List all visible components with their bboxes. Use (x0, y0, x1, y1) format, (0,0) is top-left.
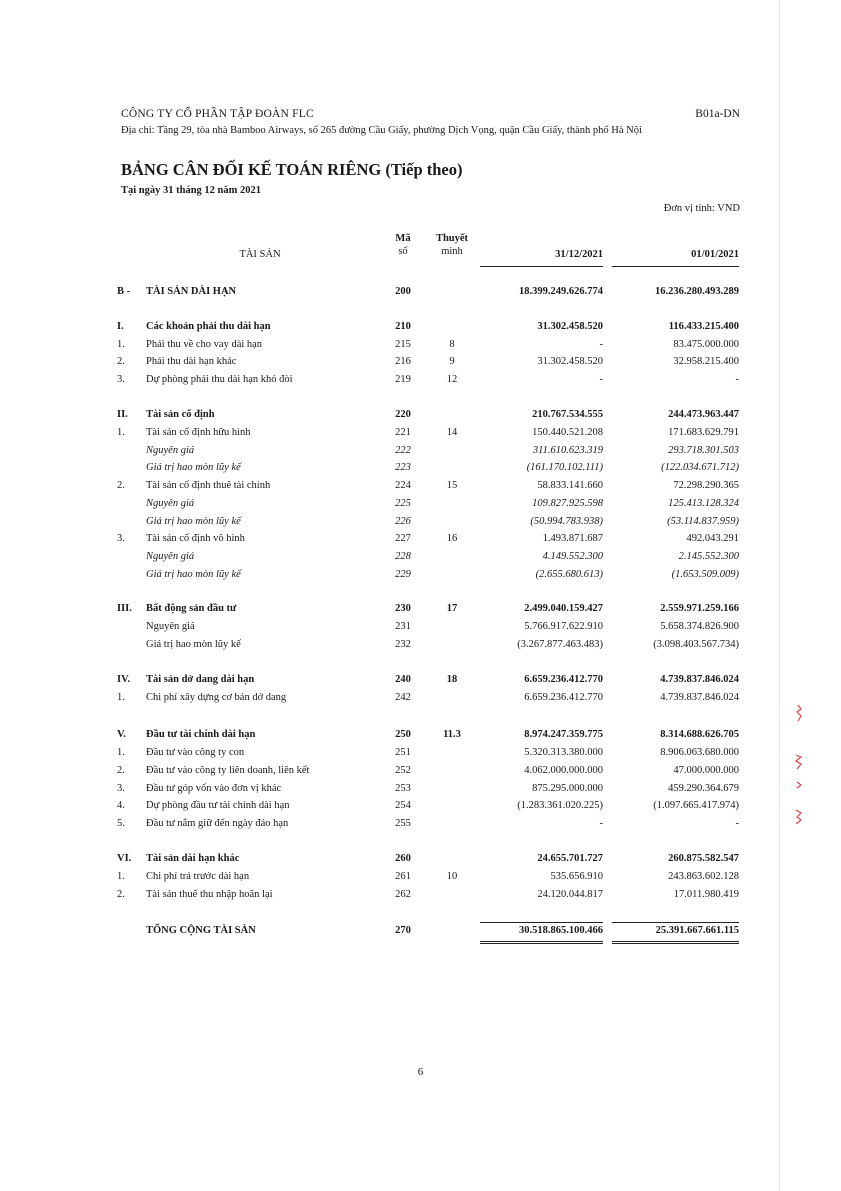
form-code: B01a-DN (695, 108, 740, 120)
row-code: 251 (395, 747, 411, 758)
header-code-line1: Mã (395, 233, 411, 244)
table-row (0, 603, 841, 619)
row-value-2021-12-31: 4.062.000.000.000 (524, 765, 603, 776)
row-value-2021-01-01: 8.906.063.680.000 (660, 747, 739, 758)
row-code: 220 (395, 409, 411, 420)
row-number: 2. (117, 480, 125, 491)
row-value-2021-12-31: 6.659.236.412.770 (524, 692, 603, 703)
row-number: 1. (117, 692, 125, 703)
row-label: Chi phí xây dựng cơ bản dở dang (146, 692, 287, 703)
row-label: Chi phí trả trước dài hạn (146, 871, 250, 882)
row-label: Đầu tư vào công ty con (146, 747, 245, 758)
row-value-2021-12-31: - (599, 818, 603, 829)
header-asset: TÀI SẢN (239, 249, 281, 260)
company-name: CÔNG TY CỔ PHẦN TẬP ĐOÀN FLC (121, 108, 314, 120)
row-value-2021-12-31: 875.295.000.000 (532, 783, 603, 794)
total-underline-2b (612, 943, 739, 944)
row-value-2021-12-31: (3.267.877.463.483) (517, 639, 603, 650)
row-value-2021-12-31: 18.399.249.626.774 (519, 286, 603, 297)
row-code: 261 (395, 871, 411, 882)
row-label: TỔNG CỘNG TÀI SẢN (146, 925, 256, 936)
table-row (0, 498, 841, 514)
table-row (0, 462, 841, 478)
row-label: Nguyên giá (146, 445, 195, 456)
row-code: 229 (395, 569, 411, 580)
table-row (0, 889, 841, 905)
row-value-2021-12-31: 535.656.910 (550, 871, 603, 882)
row-value-2021-01-01: - (735, 818, 739, 829)
row-code: 215 (395, 339, 411, 350)
row-code: 250 (395, 729, 411, 740)
table-row (0, 747, 841, 763)
currency-unit: Đơn vị tính: VND (663, 203, 740, 214)
row-number: II. (117, 409, 128, 420)
row-value-2021-01-01: 8.314.688.626.705 (660, 729, 739, 740)
row-code: 252 (395, 765, 411, 776)
table-row (0, 339, 841, 355)
table-row (0, 409, 841, 425)
row-number: 1. (117, 871, 125, 882)
row-label: Tài sản dài hạn khác (146, 853, 240, 864)
row-note: 15 (446, 480, 458, 491)
page-number: 6 (417, 1066, 424, 1078)
table-row (0, 639, 841, 655)
header-date-1: 31/12/2021 (555, 249, 603, 260)
row-value-2021-01-01: 4.739.837.846.024 (660, 674, 739, 685)
row-code: 225 (395, 498, 411, 509)
row-label: Dự phòng phải thu dài hạn khó đòi (146, 374, 293, 385)
row-value-2021-12-31: 8.974.247.359.775 (524, 729, 603, 740)
row-number: IV. (117, 674, 130, 685)
row-value-2021-01-01: (53.114.837.959) (667, 516, 739, 527)
table-row (0, 480, 841, 496)
row-number: 2. (117, 356, 125, 367)
row-note: 11.3 (443, 729, 461, 740)
row-code: 231 (395, 621, 411, 632)
row-label: Tài sản cố định hữu hình (146, 427, 251, 438)
header-date-2: 01/01/2021 (691, 249, 739, 260)
table-row (0, 445, 841, 461)
row-value-2021-01-01: 5.658.374.826.900 (660, 621, 739, 632)
row-number: 1. (117, 427, 125, 438)
row-code: 242 (395, 692, 411, 703)
total-underline-2a (612, 941, 739, 942)
row-number: 3. (117, 374, 125, 385)
row-label: TÀI SẢN DÀI HẠN (146, 286, 237, 297)
row-value-2021-01-01: 47.000.000.000 (673, 765, 739, 776)
row-code: 232 (395, 639, 411, 650)
row-code: 226 (395, 516, 411, 527)
row-value-2021-12-31: (50.994.783.938) (530, 516, 603, 527)
table-row (0, 729, 841, 745)
row-label: Đầu tư vào công ty liên doanh, liên kết (146, 765, 310, 776)
row-value-2021-01-01: 2.559.971.259.166 (660, 603, 739, 614)
row-value-2021-01-01: 83.475.000.000 (673, 339, 739, 350)
total-overline-2 (612, 922, 739, 923)
row-note: 14 (446, 427, 458, 438)
row-label: Nguyên giá (146, 551, 195, 562)
table-row (0, 427, 841, 443)
row-label: Giá trị hao mòn lũy kế (146, 516, 241, 527)
row-value-2021-01-01: 72.298.290.365 (673, 480, 739, 491)
row-value-2021-12-31: 31.302.458.520 (537, 321, 603, 332)
row-label: Đầu tư góp vốn vào đơn vị khác (146, 783, 282, 794)
row-value-2021-01-01: 32.958.215.400 (673, 356, 739, 367)
row-value-2021-01-01: 492.043.291 (686, 533, 739, 544)
row-code: 262 (395, 889, 411, 900)
table-row (0, 800, 841, 816)
row-value-2021-12-31: 30.518.865.100.466 (519, 925, 603, 936)
row-number: VI. (117, 853, 132, 864)
total-underline-1b (480, 943, 603, 944)
header-underline-1 (480, 266, 603, 267)
row-code: 222 (395, 445, 411, 456)
header-code-line2: số (398, 246, 408, 258)
company-address: Địa chỉ: Tầng 29, tòa nhà Bamboo Airways, số 265 đường Cầu Giấy, phường Dịch Vọng, quận Cầu Giấy, thành phố Hà Nội (121, 125, 642, 136)
row-code: 228 (395, 551, 411, 562)
table-row (0, 569, 841, 585)
row-number: 1. (117, 339, 125, 350)
row-label: Các khoản phải thu dài hạn (146, 321, 271, 332)
row-value-2021-01-01: - (735, 374, 739, 385)
row-number: 2. (117, 765, 125, 776)
document-subtitle: Tại ngày 31 tháng 12 năm 2021 (121, 185, 262, 196)
header-underline-2 (612, 266, 739, 267)
row-note: 10 (446, 871, 458, 882)
row-value-2021-01-01: 293.718.301.503 (668, 445, 739, 456)
row-value-2021-12-31: (161.170.102.111) (526, 462, 603, 473)
row-label: Dự phòng đầu tư tài chính dài hạn (146, 800, 290, 811)
table-row (0, 783, 841, 799)
row-number: I. (117, 321, 124, 332)
row-note: 16 (446, 533, 458, 544)
row-code: 216 (395, 356, 411, 367)
row-number: 1. (117, 747, 125, 758)
row-number: B - (117, 286, 131, 297)
table-row (0, 286, 841, 302)
header-note-line1: Thuyết (435, 233, 469, 244)
row-label: Bất động sản đầu tư (146, 603, 237, 614)
table-row (0, 621, 841, 637)
page-edge-line (779, 0, 780, 1191)
row-value-2021-12-31: 5.320.313.380.000 (524, 747, 603, 758)
row-note: 9 (449, 356, 455, 367)
row-value-2021-12-31: 58.833.141.660 (537, 480, 603, 491)
table-row (0, 356, 841, 372)
row-value-2021-01-01: 17.011.980.419 (673, 889, 739, 900)
row-value-2021-12-31: 1.493.871.687 (542, 533, 603, 544)
row-code: 219 (395, 374, 411, 385)
row-value-2021-12-31: 4.149.552.300 (542, 551, 603, 562)
row-note: 8 (449, 339, 455, 350)
row-value-2021-01-01: 4.739.837.846.024 (660, 692, 739, 703)
row-value-2021-12-31: 6.659.236.412.770 (524, 674, 603, 685)
row-value-2021-01-01: 16.236.280.493.289 (655, 286, 739, 297)
table-row (0, 925, 841, 941)
row-code: 227 (395, 533, 411, 544)
row-code: 255 (395, 818, 411, 829)
row-value-2021-01-01: 459.290.364.679 (668, 783, 739, 794)
row-value-2021-01-01: 171.683.629.791 (668, 427, 739, 438)
row-label: Đầu tư tài chính dài hạn (146, 729, 256, 740)
row-value-2021-12-31: 210.767.534.555 (532, 409, 603, 420)
row-value-2021-12-31: - (599, 339, 603, 350)
row-number: 5. (117, 818, 125, 829)
table-row (0, 871, 841, 887)
row-label: Giá trị hao mòn lũy kế (146, 462, 241, 473)
row-value-2021-12-31: 31.302.458.520 (537, 356, 603, 367)
row-number: 3. (117, 533, 125, 544)
row-number: V. (117, 729, 126, 740)
row-label: Tài sản cố định (146, 409, 215, 420)
row-code: 230 (395, 603, 411, 614)
row-code: 260 (395, 853, 411, 864)
row-value-2021-01-01: 125.413.128.324 (668, 498, 739, 509)
row-value-2021-12-31: 311.610.623.319 (532, 445, 603, 456)
row-value-2021-01-01: (1.653.509.009) (671, 569, 739, 580)
table-row (0, 533, 841, 549)
row-label: Tài sản dở dang dài hạn (146, 674, 255, 685)
row-code: 270 (395, 925, 411, 936)
total-underline-1a (480, 941, 603, 942)
row-value-2021-12-31: (2.655.680.613) (535, 569, 603, 580)
row-value-2021-12-31: 109.827.925.598 (532, 498, 603, 509)
row-code: 221 (395, 427, 411, 438)
row-value-2021-01-01: 244.473.963.447 (668, 409, 739, 420)
stamp-marks (788, 700, 808, 840)
table-row (0, 551, 841, 567)
row-value-2021-01-01: 2.145.552.300 (678, 551, 739, 562)
row-value-2021-01-01: 25.391.667.661.115 (655, 925, 739, 936)
row-value-2021-01-01: (122.034.671.712) (661, 462, 739, 473)
table-row (0, 321, 841, 337)
row-label: Giá trị hao mòn lũy kế (146, 569, 241, 580)
row-code: 223 (395, 462, 411, 473)
header-note-line2: minh (441, 246, 463, 258)
row-note: 18 (446, 674, 458, 685)
table-row (0, 853, 841, 869)
row-code: 210 (395, 321, 411, 332)
row-label: Tài sản thuế thu nhập hoãn lại (146, 889, 273, 900)
row-code: 200 (395, 286, 411, 297)
row-number: 3. (117, 783, 125, 794)
row-value-2021-12-31: (1.283.361.020.225) (517, 800, 603, 811)
row-note: 17 (446, 603, 458, 614)
row-code: 224 (395, 480, 411, 491)
document-title: BẢNG CÂN ĐỐI KẾ TOÁN RIÊNG (Tiếp theo) (121, 160, 463, 179)
row-value-2021-12-31: 2.499.040.159.427 (524, 603, 603, 614)
total-overline-1 (480, 922, 603, 923)
row-value-2021-12-31: 24.120.044.817 (537, 889, 603, 900)
table-row (0, 516, 841, 532)
row-label: Giá trị hao mòn lũy kế (146, 639, 241, 650)
row-label: Tài sản cố định vô hình (146, 533, 245, 544)
row-code: 254 (395, 800, 411, 811)
row-value-2021-01-01: 260.875.582.547 (668, 853, 739, 864)
row-note: 12 (446, 374, 458, 385)
row-value-2021-12-31: - (599, 374, 603, 385)
row-value-2021-01-01: (1.097.665.417.974) (653, 800, 739, 811)
table-row (0, 765, 841, 781)
row-label: Phải thu về cho vay dài hạn (146, 339, 263, 350)
row-number: 4. (117, 800, 125, 811)
table-row (0, 374, 841, 390)
row-value-2021-01-01: 116.433.215.400 (668, 321, 739, 332)
row-value-2021-01-01: 243.863.602.128 (668, 871, 739, 882)
row-label: Nguyên giá (146, 498, 195, 509)
header-code (388, 233, 418, 258)
row-label: Nguyên giá (146, 621, 195, 632)
table-row (0, 692, 841, 708)
row-value-2021-01-01: (3.098.403.567.734) (653, 639, 739, 650)
row-value-2021-12-31: 150.440.521.208 (532, 427, 603, 438)
row-code: 240 (395, 674, 411, 685)
row-value-2021-12-31: 5.766.917.622.910 (524, 621, 603, 632)
row-label: Phải thu dài hạn khác (146, 356, 237, 367)
table-row (0, 674, 841, 690)
row-label: Tài sản cố định thuê tài chính (146, 480, 271, 491)
row-number: 2. (117, 889, 125, 900)
row-number: III. (117, 603, 132, 614)
row-label: Đầu tư nắm giữ đến ngày đáo hạn (146, 818, 289, 829)
row-value-2021-12-31: 24.655.701.727 (537, 853, 603, 864)
header-note (428, 233, 476, 258)
row-code: 253 (395, 783, 411, 794)
table-row (0, 818, 841, 834)
